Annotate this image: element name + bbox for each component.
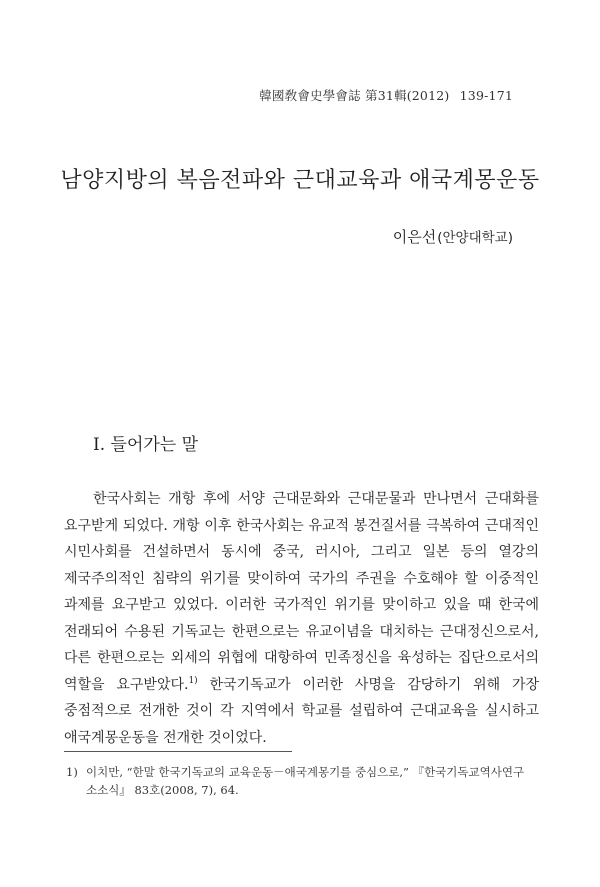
section-heading: Ⅰ. 들어가는 말 bbox=[93, 435, 199, 455]
footnote-number: 1) bbox=[66, 765, 78, 779]
footnote-line-2: 소소식』 83호(2008, 7), 64. bbox=[86, 783, 239, 797]
author-name: 이은선 bbox=[392, 228, 437, 246]
paragraph-text-part2: 한국기독교가 이러한 사명을 감당하기 위해 가장 중점적으로 전개한 것이 각 지역에서 학교를 설립하여 근대교육을 실시하고 애국계몽운동을 전개한 것이었다. bbox=[64, 676, 539, 746]
journal-name: 韓國敎會史學會誌 第31輯(2012) bbox=[259, 88, 450, 103]
footnote-divider bbox=[64, 751, 292, 752]
footnote-reference: 1) bbox=[188, 675, 198, 686]
paragraph-text-part1: 한국사회는 개항 후에 서양 근대문화와 근대문물과 만나면서 근대화를 요구받게 되었다. 개항 이후 한국사회는 유교적 봉건질서를 극복하여 근대적인 시민사회를 건설하면서 동시에 중국, 러시아, 그리고 일본 등의 열강의 제국주의적인 침략의 위기를 맞이하여 국가의 주권을 수호해야 할 이중적인 과제를 요구받고 있었다. 이러한 국가적인 위기를 맞이하고 있을 때 한국에 전래되어 수용된 기독교는 한편으로는 유교이념을 대치하는 근대정신으로서, 다른 한편으로는 외세의 위협에 대항하여 민족정신을 육성하는 집단으로서의 역할을 요구받았다. bbox=[64, 491, 539, 693]
author-line bbox=[393, 226, 513, 247]
footnote bbox=[66, 763, 536, 799]
article-title: 남양지방의 복음전파와 근대교육과 애국계몽운동 bbox=[60, 168, 540, 193]
footnote-line-1: 이치만, “한말 한국기독교의 교육운동－애국계몽기를 중심으로,” 『한국기독교역사연구 bbox=[86, 765, 525, 779]
body-paragraph bbox=[64, 486, 539, 751]
page-range: 139-171 bbox=[459, 88, 513, 103]
running-header bbox=[259, 86, 513, 104]
author-affiliation: (안양대학교) bbox=[437, 230, 513, 246]
